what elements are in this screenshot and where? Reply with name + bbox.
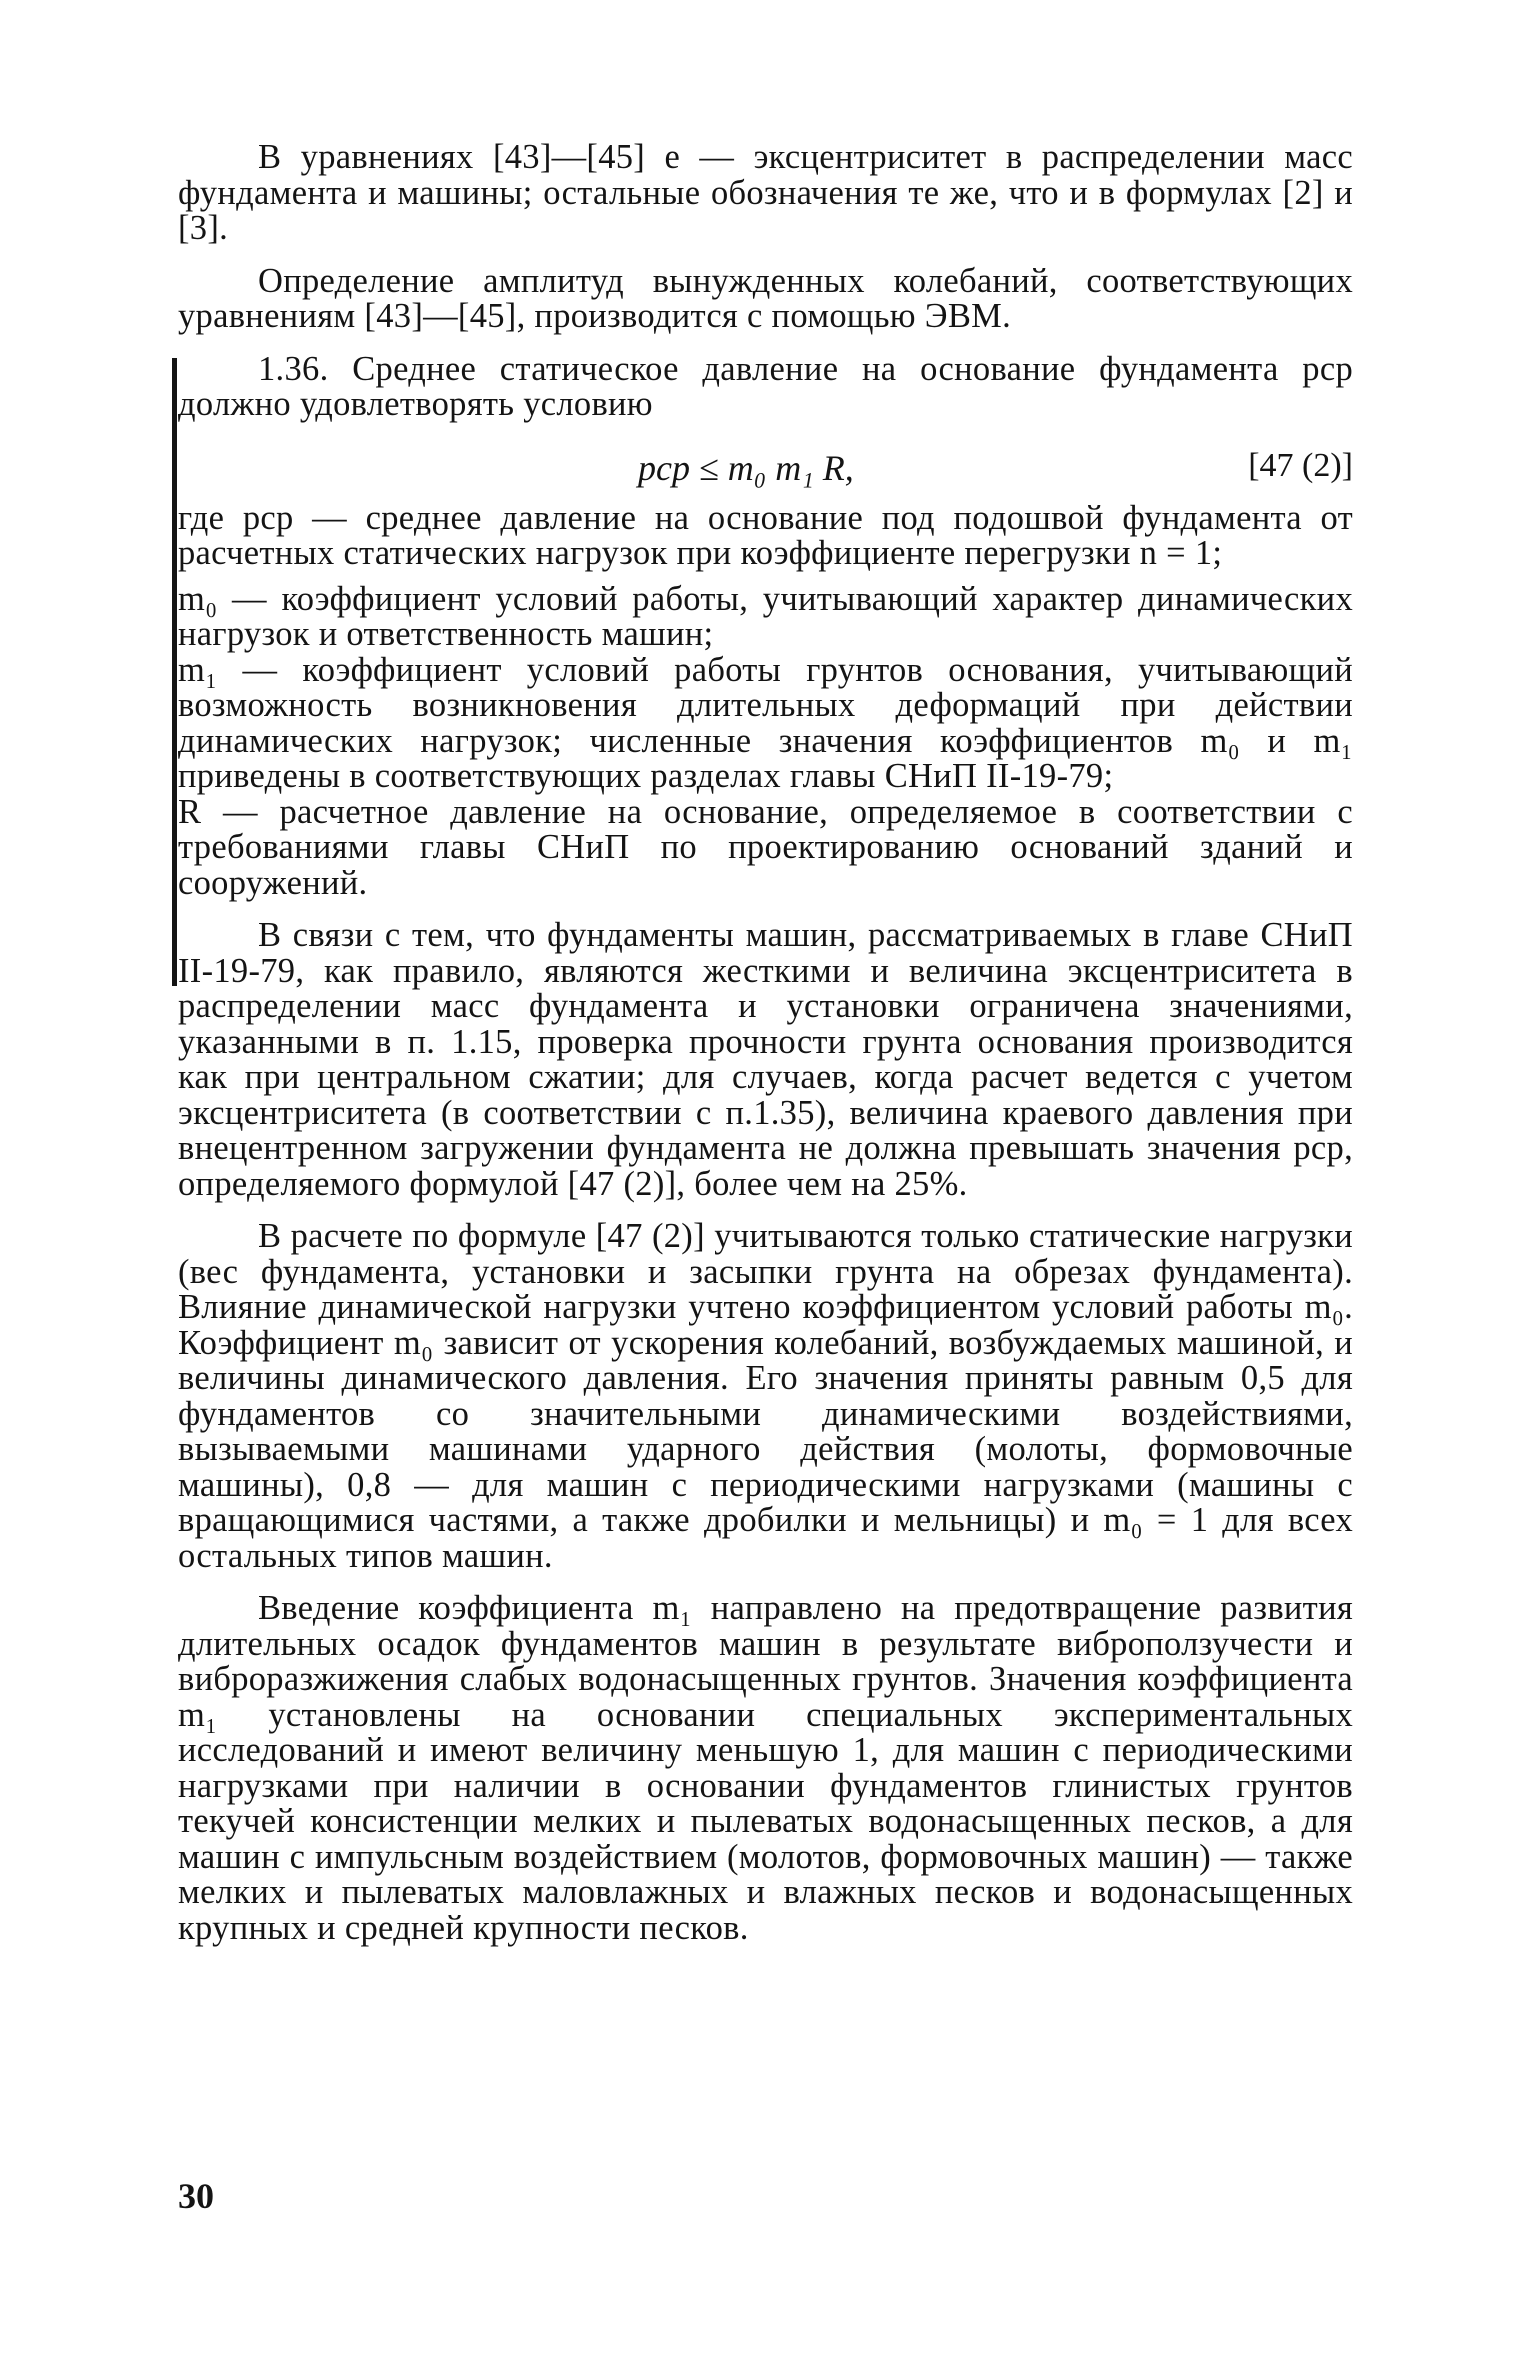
definition-m0: m₀ — коэффициент условий работы, учитывающий характер динамических нагрузок и ответственность машин; <box>178 579 1353 653</box>
margin-change-bar <box>172 358 177 986</box>
page-number: 30 <box>178 2176 214 2216</box>
paragraph-rigid-foundations: В связи с тем, что фундаменты машин, рассматриваемых в главе СНиП II-19-79, как правило, являются жесткими и величина эксцентриситета в распределении масс фундамента и установки ограничена значениями, указанными в п. 1.15, проверка прочности грунта основания производится как при центральном сжатии; для случаев, когда расчет ведется с учетом эксцентриситета (в соответствии с п.1.35), величина краевого давления при внецентренном загружении фундамента не должна превышать значения pср, определяемого формулой [47 (2)], более чем на 25%. <box>178 916 1353 1203</box>
page-body <box>178 140 1353 1946</box>
definition-r: R — расчетное давление на основание, определяемое в соответствии с требованиями главы СНиП по проектированию оснований зданий и сооружений. <box>178 792 1353 902</box>
formula-47: pср ≤ m₀ m₁ R, <box>638 447 854 488</box>
clause-1-36 <box>178 349 1353 902</box>
paragraph-coefficient-m1: Введение коэффициента m₁ направлено на предотвращение развития длительных осадок фундаментов машин в результате виброползучести и виброразжижения слабых водонасыщенных грунтов. Значения коэффициента m₁ установлены на основании специальных экспериментальных исследований и имеют величину меньшую 1, для машин с периодическими нагрузками при наличии в основании фундаментов глинистых грунтов текучей консистенции мелких и пылеватых водонасыщенных песков, а для машин с импульсным воздействием (молотов, формовочных машин) — также мелких и пылеватых маловлажных и влажных песков и водонасыщенных крупных и средней крупности песков. <box>178 1589 1353 1947</box>
formula-row <box>178 435 1353 495</box>
definition-pcp: где pср — среднее давление на основание под подошвой фундамента от расчетных статических нагрузок при коэффициенте перегрузки n = 1; <box>178 498 1353 572</box>
definition-m1: m₁ — коэффициент условий работы грунтов основания, учитывающий возможность возникновения длительных деформаций при действии динамических нагрузок; численные значения коэффициентов m₀ и m₁ приведены в соответствующих разделах главы СНиП II-19-79; <box>178 650 1353 795</box>
paragraph-computer-method: Определение амплитуд вынужденных колебаний, соответствующих уравнениям [43]—[45], производится с помощью ЭВМ. <box>178 261 1353 335</box>
paragraph-equations-note: В уравнениях [43]—[45] e — эксцентриситет в распределении масс фундамента и машины; остальные обозначения те же, что и в формулах [2] и [3]. <box>178 138 1353 247</box>
formula-number: [47 (2)] <box>1248 446 1353 484</box>
paragraph-static-loads: В расчете по формуле [47 (2)] учитываются только статические нагрузки (вес фундамента, установки и засыпки грунта на обрезах фундамента). Влияние динамической нагрузки учтено коэффициентом условий работы m₀. Коэффициент m₀ зависит от ускорения колебаний, возбуждаемых машиной, и величины динамического давления. Его значения приняты равным 0,5 для фундаментов со значительными динамическими воздействиями, вызываемыми машинами ударного действия (молоты, формовочные машины), 0,8 — для машин с периодическими нагрузками (машины с вращающимися частями, а также дробилки и мельницы) и m₀ = 1 для всех остальных типов машин. <box>178 1217 1353 1575</box>
paragraph-clause-1-36: 1.36. Среднее статическое давление на основание фундамента pср должно удовлетворять условию <box>178 349 1353 423</box>
